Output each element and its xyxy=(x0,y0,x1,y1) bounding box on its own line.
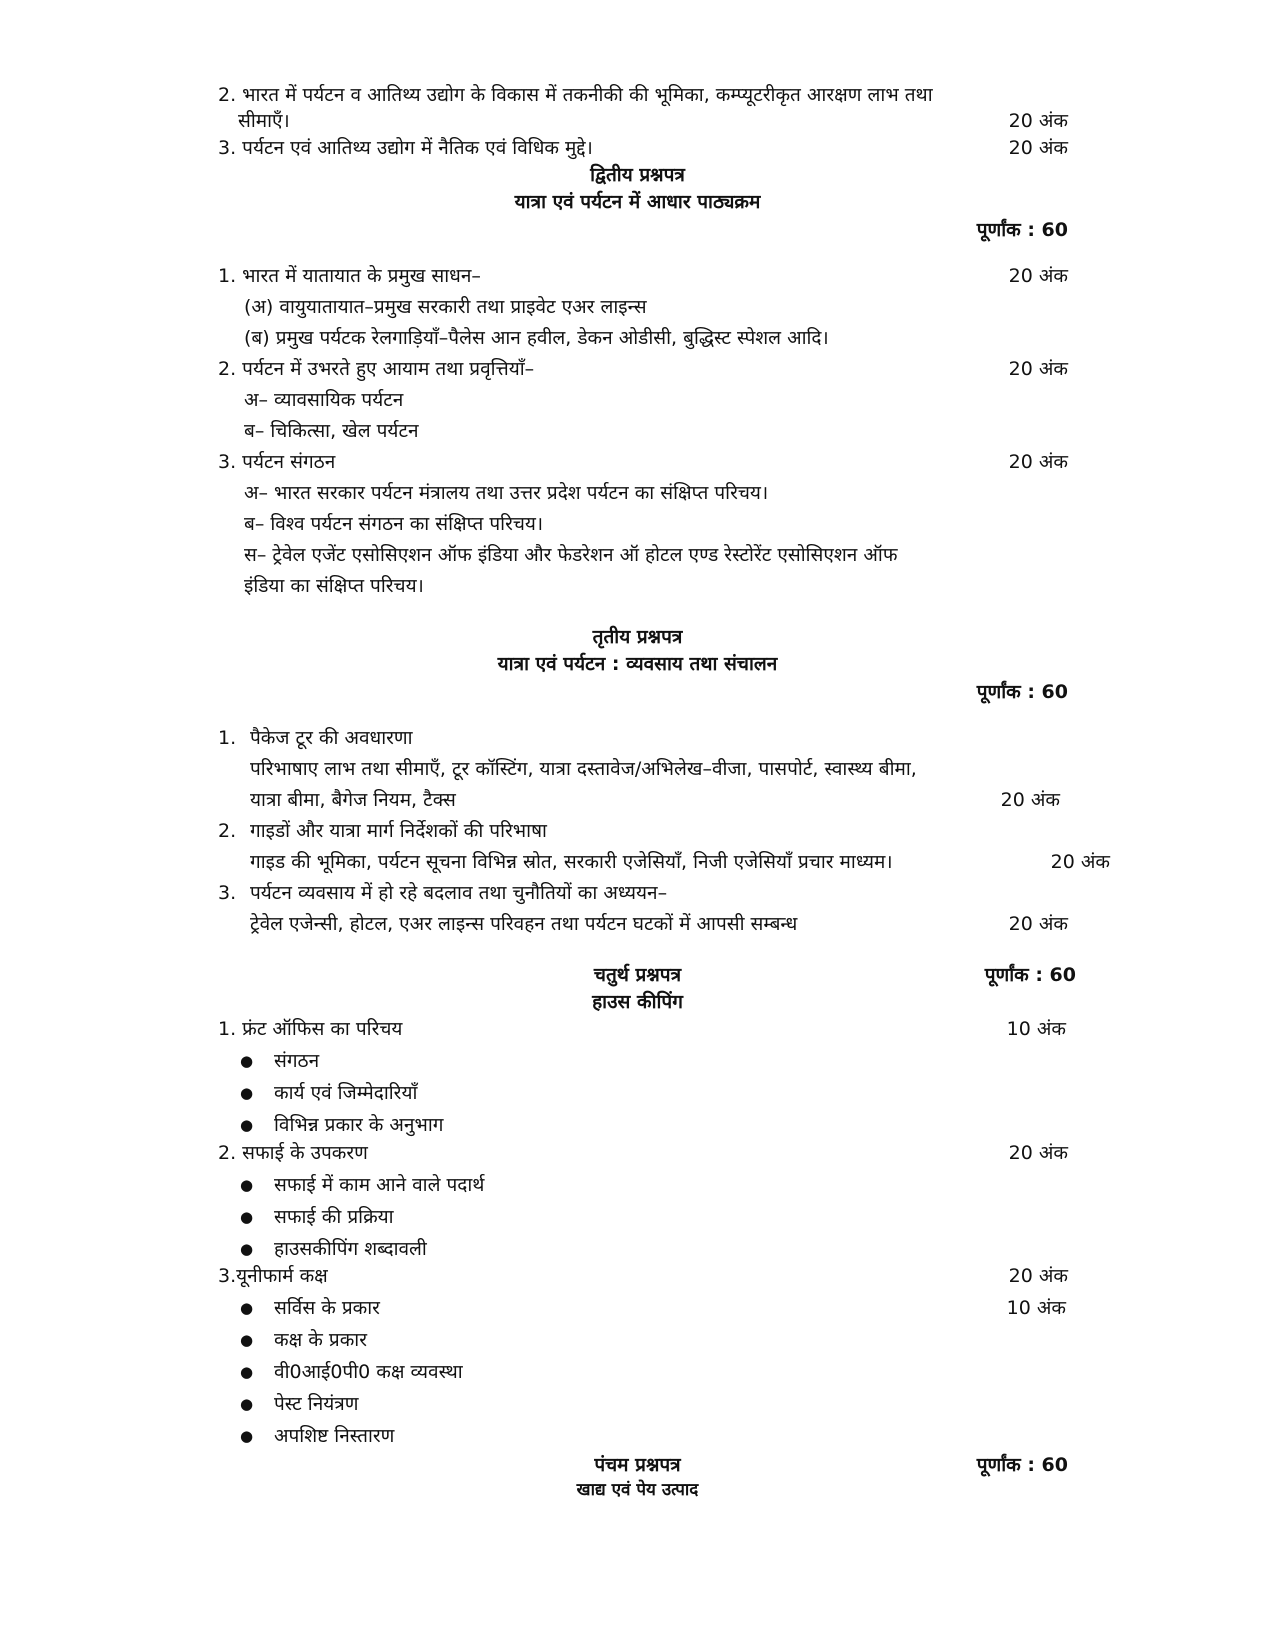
p3-item-2-marks: 20 अंक xyxy=(1050,851,1110,873)
p2-item-2: 2. पर्यटन में उभरते हुए आयाम तथा प्रवृत्तियाँ– xyxy=(218,358,535,380)
paper-2-heading: द्वितीय प्रश्नपत्र xyxy=(590,164,685,186)
p2-item-2-marks: 20 अंक xyxy=(1008,358,1068,380)
p2-item-2-b: ब– चिकित्सा, खेल पर्यटन xyxy=(244,420,419,442)
p4-item-3-bullet-5: ● अपशिष्ट निस्तारण xyxy=(274,1423,394,1449)
p4-item-1-marks: 10 अंक xyxy=(1006,1018,1066,1040)
p2-item-3-marks: 20 अंक xyxy=(1008,451,1068,473)
p4-item-3-bullet-2: ● कक्ष के प्रकार xyxy=(274,1327,367,1353)
p3-item-2-number: 2. xyxy=(218,820,237,842)
p2-item-3-b: ब– विश्व पर्यटन संगठन का संक्षिप्त परिचय। xyxy=(244,513,544,535)
p4-item-2-marks: 20 अंक xyxy=(1008,1142,1068,1164)
p3-item-3: पर्यटन व्यवसाय में हो रहे बदलाव तथा चुनौतियों का अध्ययन– xyxy=(250,882,668,904)
p3-item-1-marks: 20 अंक xyxy=(1000,789,1060,811)
paper-3-heading: तृतीय प्रश्नपत्र xyxy=(592,626,683,648)
p4-item-2: 2. सफाई के उपकरण xyxy=(218,1142,368,1164)
paper-3-full-marks: पूर्णांक : 60 xyxy=(976,681,1068,703)
p4-item-3-bullet-1-marks: 10 अंक xyxy=(1006,1297,1066,1319)
p2-item-1-marks: 20 अंक xyxy=(1008,265,1068,287)
p4-item-3-marks: 20 अंक xyxy=(1008,1265,1068,1287)
paper-2-title: यात्रा एवं पर्यटन में आधार पाठ्यक्रम xyxy=(514,191,761,213)
paper-5-heading: पंचम प्रश्नपत्र xyxy=(594,1454,681,1476)
paper-3-title: यात्रा एवं पर्यटन : व्यवसाय तथा संचालन xyxy=(497,653,778,675)
paper-2-full-marks: पूर्णांक : 60 xyxy=(976,219,1068,241)
p4-item-3-bullet-4: ● पेस्ट नियंत्रण xyxy=(274,1391,359,1417)
p3-item-1-line-1: परिभाषाए लाभ तथा सीमाएँ, टूर कॉस्टिंग, यात्रा दस्तावेज/अभिलेख–वीजा, पासपोर्ट, स्वास्थ्य बीमा, xyxy=(250,758,917,780)
p4-item-2-bullet-1: ● सफाई में काम आने वाले पदार्थ xyxy=(274,1172,484,1198)
p2-item-3-c-line-2: इंडिया का संक्षिप्त परिचय। xyxy=(244,575,424,597)
p2-item-3: 3. पर्यटन संगठन xyxy=(218,451,336,473)
p4-item-1-bullet-3: ● विभिन्न प्रकार के अनुभाग xyxy=(274,1112,443,1138)
p2-item-1-a: (अ) वायुयातायात–प्रमुख सरकारी तथा प्राइवेट एअर लाइन्स xyxy=(244,296,647,318)
p3-item-1-line-2: यात्रा बीमा, बैगेज नियम, टैक्स xyxy=(250,789,456,811)
p4-item-1-bullet-1: ● संगठन xyxy=(274,1048,319,1074)
p3-item-2-line-1: गाइड की भूमिका, पर्यटन सूचना विभिन्न स्रोत, सरकारी एजेसियाँ, निजी एजेसियाँ प्रचार माध्यम। xyxy=(250,851,893,873)
paper-4-title: हाउस कीपिंग xyxy=(592,991,683,1013)
item-2-line-2: सीमाएँ। xyxy=(238,110,290,132)
p4-item-1: 1. फ्रंट ऑफिस का परिचय xyxy=(218,1018,403,1040)
p4-item-2-bullet-2: ● सफाई की प्रक्रिया xyxy=(274,1204,394,1230)
p3-item-3-marks: 20 अंक xyxy=(1008,913,1068,935)
p4-item-1-bullet-2: ● कार्य एवं जिम्मेदारियाँ xyxy=(274,1080,417,1106)
p2-item-3-a: अ– भारत सरकार पर्यटन मंत्रालय तथा उत्तर प्रदेश पर्यटन का संक्षिप्त परिचय। xyxy=(244,482,769,504)
p4-item-3-bullet-3: ● वी0आई0पी0 कक्ष व्यवस्था xyxy=(274,1359,463,1385)
p4-item-3: 3.यूनीफार्म कक्ष xyxy=(218,1265,328,1287)
p2-item-1: 1. भारत में यातायात के प्रमुख साधन– xyxy=(218,265,481,287)
paper-5-title: खाद्य एवं पेय उत्पाद xyxy=(576,1480,699,1500)
p2-item-2-a: अ– व्यावसायिक पर्यटन xyxy=(244,389,404,411)
item-3-marks: 20 अंक xyxy=(1008,137,1068,159)
paper-4-heading: चतुर्थ प्रश्नपत्र xyxy=(593,964,682,986)
item-2-marks: 20 अंक xyxy=(1008,110,1068,132)
paper-5-full-marks: पूर्णांक : 60 xyxy=(976,1454,1068,1476)
paper-4-full-marks: पूर्णांक : 60 xyxy=(984,964,1076,986)
p3-item-2: गाइडों और यात्रा मार्ग निर्देशकों की परिभाषा xyxy=(250,820,547,842)
item-2-line-1: 2. भारत में पर्यटन व आतिथ्य उद्योग के विकास में तकनीकी की भूमिका, कम्प्यूटरीकृत आरक्षण लाभ तथा xyxy=(218,84,933,106)
p4-item-3-bullet-1: ● सर्विस के प्रकार xyxy=(274,1295,380,1321)
p4-item-2-bullet-3: ● हाउसकीपिंग शब्दावली xyxy=(274,1236,427,1262)
item-3: 3. पर्यटन एवं आतिथ्य उद्योग में नैतिक एवं विधिक मुद्दे। xyxy=(218,137,593,159)
p2-item-1-b: (ब) प्रमुख पर्यटक रेलगाड़ियाँ–पैलेस आन हवील, डेकन ओडीसी, बुद्धिस्ट स्पेशल आदि। xyxy=(244,327,829,349)
p3-item-1-number: 1. xyxy=(218,727,237,749)
p3-item-3-number: 3. xyxy=(218,882,237,904)
p2-item-3-c-line-1: स– ट्रेवेल एजेंट एसोसिएशन ऑफ इंडिया और फेडरेशन ऑ होटल एण्ड रेस्टोरेंट एसोसिएशन ऑफ xyxy=(244,544,898,566)
p3-item-1: पैकेज टूर की अवधारणा xyxy=(250,727,413,749)
p3-item-3-line-1: ट्रेवेल एजेन्सी, होटल, एअर लाइन्स परिवहन तथा पर्यटन घटकों में आपसी सम्बन्ध xyxy=(250,913,798,935)
